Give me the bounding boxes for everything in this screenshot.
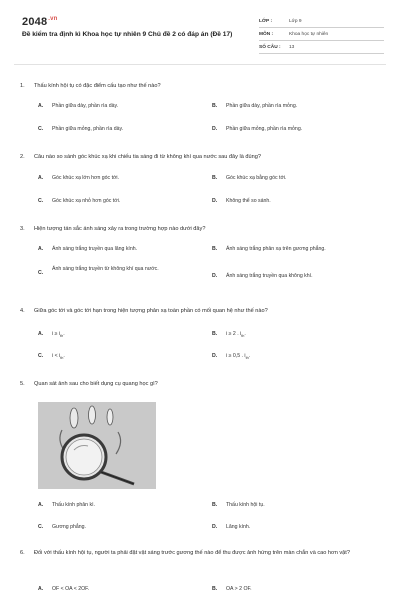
meta-row-subject: MÔN : Khoa học tự nhiên <box>259 28 384 41</box>
option-6b[interactable]: B. OA > 2 OF. <box>212 586 252 592</box>
option-5a[interactable]: A. Thấu kính phân kì. <box>38 502 95 508</box>
question-text: Thấu kính hội tụ có đặc điểm cấu tạo như thế nào? <box>34 83 161 89</box>
option-1b[interactable]: B. Phần giữa dày, phần rìa mỏng. <box>212 103 298 109</box>
option-2b[interactable]: B. Góc khúc xạ bằng góc tới. <box>212 175 287 181</box>
option-5b[interactable]: B. Thấu kính hội tụ. <box>212 502 265 508</box>
option-3b[interactable]: B. Ánh sáng trắng phản xạ trên gương phẳng. <box>212 246 326 252</box>
option-4a[interactable]: A. $i \ge i_{th}$. <box>38 331 65 339</box>
question-text: Quan sát ảnh sau cho biết dụng cụ quang học gì? <box>34 381 158 387</box>
question-text: Giữa góc tới và góc tới hạn trong hiện tượng phản xạ toàn phần có mối quan hệ như thế nào? <box>34 308 268 314</box>
question-3: 3. Hiện tượng tán sắc ánh sáng xảy ra trong trường hợp nào dưới đây? <box>14 225 386 233</box>
option-5c[interactable]: C. Gương phẳng. <box>38 524 86 530</box>
option-6a[interactable]: A. OF < OA < 2OF. <box>38 586 90 592</box>
option-5d[interactable]: D. Lăng kính. <box>212 524 251 530</box>
option-4d[interactable]: D. i ≥ 0,5 . $i_{th}$. <box>212 353 251 361</box>
brand-logo[interactable]: $2048^{.vn}$ <box>22 16 58 28</box>
question-5: 5. Quan sát ảnh sau cho biết dụng cụ quang học gì? <box>14 380 386 388</box>
worksheet-header <box>14 12 386 60</box>
question-text: Đối với thấu kính hội tụ, người ta phải đặt vật sáng trước gương thế nào để thu được ảnh hứng trên màn chắn và cao hơn vật? <box>34 550 350 556</box>
option-1d[interactable]: D. Phần giữa mỏng, phần rìa mỏng. <box>212 126 303 132</box>
question-1: 1. Thấu kính hội tụ có đặc điểm cấu tạo như thế nào? <box>14 82 386 90</box>
meta-row-count: SỐ CÂU : 13 <box>259 41 384 54</box>
option-3a[interactable]: A. Ánh sáng trắng truyền qua lăng kính. <box>38 246 138 252</box>
page-title: Đề kiểm tra định kì Khoa học tự nhiên 9 Chủ đề 2 có đáp án (Đề 17) <box>22 31 233 38</box>
header-divider <box>14 64 386 65</box>
option-3c[interactable]: C. Ánh sáng trắng truyền từ không khí qua nước. <box>38 266 159 276</box>
option-2d[interactable]: D. Không thể so sánh. <box>212 198 271 204</box>
question-6: 6. Đối với thấu kính hội tụ, người ta phải đặt vật sáng trước gương thế nào để thu được ảnh hứng trên màn chắn và cao hơn vật? <box>14 549 386 557</box>
exam-meta <box>259 15 384 54</box>
magnifying-glass-icon <box>38 402 156 489</box>
magnifying-glass-image <box>38 402 156 489</box>
meta-row-class: LỚP : Lớp 9 <box>259 15 384 28</box>
question-2: 2. Câu nào so sánh góc khúc xạ khi chiếu tia sáng đi từ không khí qua nước sau đây là đúng? <box>14 153 386 161</box>
option-1c[interactable]: C. Phần giữa mỏng, phần rìa dày. <box>38 126 124 132</box>
question-4: 4. Giữa góc tới và góc tới hạn trong hiện tượng phản xạ toàn phần có mối quan hệ như thế nào? <box>14 307 386 315</box>
option-1a[interactable]: A. Phần giữa dày, phần rìa dày. <box>38 103 119 109</box>
option-4c[interactable]: C. $i < i_{th}$. <box>38 353 65 361</box>
option-2a[interactable]: A. Góc khúc xạ lớn hơn góc tới. <box>38 175 120 181</box>
question-text: Hiện tượng tán sắc ánh sáng xảy ra trong trường hợp nào dưới đây? <box>34 226 206 232</box>
option-4b[interactable]: B. i ≥ 2 . $i_{th}$. <box>212 331 246 339</box>
option-3d[interactable]: D. Ánh sáng trắng truyền qua không khí. <box>212 273 313 279</box>
question-text: Câu nào so sánh góc khúc xạ khi chiếu tia sáng đi từ không khí qua nước sau đây là đúng? <box>34 154 261 160</box>
option-2c[interactable]: C. Góc khúc xạ nhỏ hơn góc tới. <box>38 198 121 204</box>
